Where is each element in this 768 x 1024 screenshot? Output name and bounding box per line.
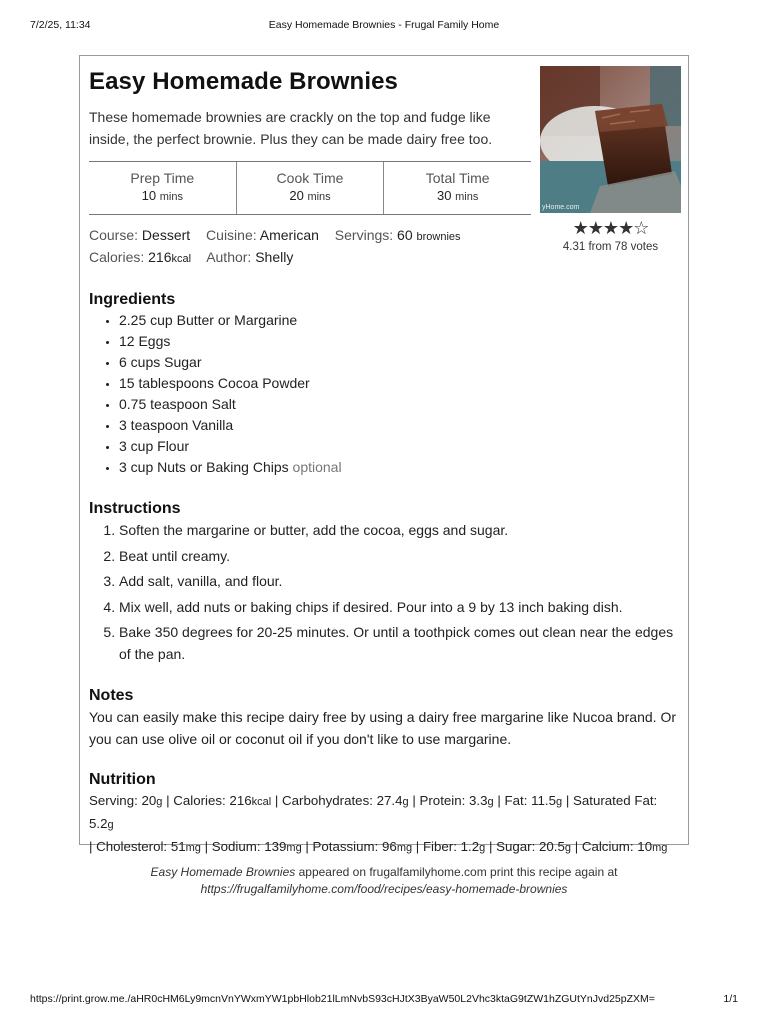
recipe-title: Easy Homemade Brownies	[89, 68, 398, 95]
prep-time	[89, 162, 236, 214]
nutrition-item: Potassium: 96mg	[312, 839, 413, 854]
rating-votes: 4.31 from 78 votes	[562, 241, 659, 253]
recipe-times	[89, 161, 531, 215]
image-watermark: yHome.com	[542, 204, 580, 211]
course-label: Course:	[89, 227, 139, 243]
recipe-meta-row-2	[89, 249, 293, 265]
servings-unit: brownies	[416, 231, 461, 243]
nutrition-item: Carbohydrates: 27.4g	[282, 793, 409, 808]
print-page-title: Easy Homemade Brownies - Frugal Family Home	[268, 19, 500, 31]
instruction-step: 5. Bake 350 degrees for 20-25 minutes. Or until a toothpick comes out clean near the edges of the pan.	[119, 622, 679, 665]
ingredient-item: • 12 Eggs	[119, 331, 342, 352]
servings-label: Servings:	[334, 227, 394, 243]
recipe-meta-row-1	[89, 227, 461, 243]
credit-url[interactable]: https://frugalfamilyhome.com/food/recipes/easy-homemade-brownies	[200, 882, 568, 896]
recipe-summary: These homemade brownies are crackly on the top and fudge like inside, the perfect brownie. Plus they can be made dairy free too.	[89, 109, 493, 147]
notes-heading: Notes	[89, 687, 134, 704]
cook-time-label: Cook Time	[276, 170, 344, 186]
instruction-step: 4. Mix well, add nuts or baking chips if desired. Pour into a 9 by 13 inch baking dish.	[119, 597, 679, 619]
cook-time	[236, 162, 384, 214]
nutrition-item: Calories: 216kcal	[173, 793, 272, 808]
recipe-photo	[540, 66, 681, 213]
ingredient-item: • 15 tablespoons Cocoa Powder	[119, 373, 342, 394]
nutrition-heading: Nutrition	[89, 771, 156, 788]
brownie-image	[540, 66, 681, 213]
instruction-step: 2. Beat until creamy.	[119, 546, 679, 568]
prep-time-unit: mins	[159, 191, 183, 203]
course-value: Dessert	[141, 227, 191, 243]
print-page-number: 1/1	[723, 993, 738, 1005]
servings-value: 60	[397, 227, 413, 243]
credit-recipe-name: Easy Homemade Brownies	[150, 865, 296, 879]
instruction-step: 1. Soften the margarine or butter, add the cocoa, eggs and sugar.	[119, 520, 679, 542]
calories-value: 216	[148, 249, 172, 265]
ingredient-item: • 3 cup Flour	[119, 436, 342, 457]
prep-time-value: 10	[141, 188, 157, 203]
ingredients-list	[89, 310, 342, 478]
ingredients-heading: Ingredients	[89, 291, 176, 308]
ingredient-note: optional	[292, 459, 342, 475]
total-time-value: 30	[437, 188, 452, 203]
ingredient-item: • 6 cups Sugar	[119, 352, 342, 373]
ingredient-item: • 2.25 cup Butter or Margarine	[119, 310, 342, 331]
nutrition-facts: Serving: 20g | Calories: 216kcal | Carbohydrates: 27.4g | Protein: 3.3g | Fat: 11.5g | Saturated Fat: 5.2g | Cholesterol: 51mg | Sodium: 139mg | Potassium: 96mg | Fiber: 1.2g | Sugar: 20.5g | Calcium: 10mg	[89, 793, 668, 854]
cuisine-value: American	[259, 227, 319, 243]
instructions-list	[89, 520, 679, 669]
print-datetime: 7/2/25, 11:34	[30, 19, 91, 31]
print-credit	[0, 864, 768, 898]
total-time	[383, 162, 531, 214]
total-time-unit: mins	[455, 191, 479, 203]
nutrition-item: Calcium: 10mg	[581, 839, 668, 854]
nutrition-item: Cholesterol: 51mg	[96, 839, 201, 854]
nutrition-item: Serving: 20g	[89, 793, 163, 808]
nutrition-item: Saturated Fat: 5.2g	[89, 793, 658, 831]
author-value: Shelly	[255, 249, 294, 265]
nutrition-item: Sugar: 20.5g	[496, 839, 572, 854]
recipe-card	[79, 55, 689, 854]
total-time-label: Total Time	[425, 170, 490, 186]
ingredient-item: • 3 teaspoon Vanilla	[119, 415, 342, 436]
print-url: https://print.grow.me./aHR0cHM6Ly9mcnVnYWxmYW1pbHlob21lLmNvbS93cHJtX3ByaW50L2Vhc3ktaG9tZW1hZGUtYnJvd25pZXM=	[30, 993, 655, 1005]
ingredient-item: • 3 cup Nuts or Baking Chips optional	[119, 457, 342, 478]
nutrition-item: Sodium: 139mg	[211, 839, 302, 854]
calories-label: Calories:	[89, 249, 145, 265]
cook-time-value: 20	[289, 188, 304, 203]
nutrition-item: Protein: 3.3g	[419, 793, 494, 808]
instructions-heading: Instructions	[89, 500, 181, 517]
cook-time-unit: mins	[307, 191, 331, 203]
cuisine-label: Cuisine:	[206, 227, 257, 243]
nutrition-item: Fiber: 1.2g	[422, 839, 486, 854]
credit-text: appeared on frugalfamilyhome.com print this recipe again at	[298, 865, 618, 879]
ingredient-item: • 0.75 teaspoon Salt	[119, 394, 342, 415]
instruction-step: 3. Add salt, vanilla, and flour.	[119, 571, 679, 593]
calories-unit: kcal	[171, 253, 192, 265]
author-label: Author:	[206, 249, 252, 265]
prep-time-label: Prep Time	[130, 170, 195, 186]
rating-stars-icon[interactable]: ★★★★☆	[572, 218, 649, 238]
nutrition-item: Fat: 11.5g	[504, 793, 563, 808]
notes-text: You can easily make this recipe dairy free by using a dairy free margarine like Nucoa brand. Or you can use olive oil or coconut oil if you don't like to use margarine.	[89, 709, 676, 747]
